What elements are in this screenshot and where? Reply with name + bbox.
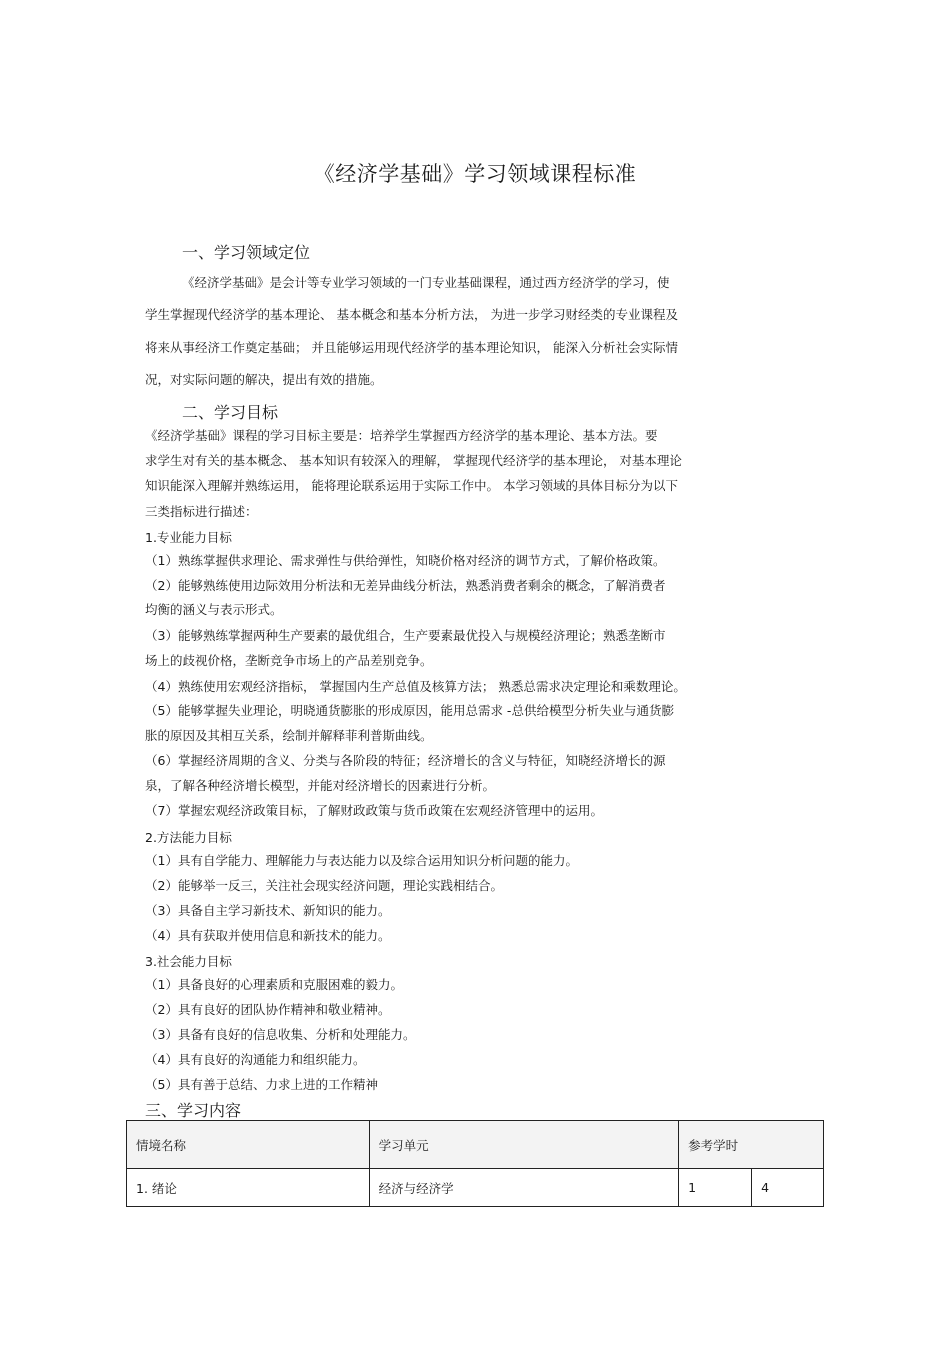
professional-goal-line: （1）熟练掌握供求理论、需求弹性与供给弹性，知晓价格对经济的调节方式，了解价格政策。 xyxy=(145,553,666,568)
social-goals-title: 3.社会能力目标 xyxy=(145,954,232,969)
professional-goal-line: （6）掌握经济周期的含义、分类与各阶段的特征；经济增长的含义与特征，知晓经济增长的源 xyxy=(145,753,666,768)
learning-content-table xyxy=(126,1120,824,1207)
section2-intro-line: 求学生对有关的基本概念、 基本知识有较深入的理解， 掌握现代经济学的基本理论， 对基本理论 xyxy=(145,453,682,468)
professional-goal-line: （2）能够熟练使用边际效用分析法和无差异曲线分析法，熟悉消费者剩余的概念，了解消费者 xyxy=(145,578,666,593)
professional-goal-line: （5）能够掌握失业理论，明晓通货膨胀的形成原因，能用总需求 -总供给模型分析失业与通货膨 xyxy=(145,703,674,718)
table-header-cell: 学习单元 xyxy=(369,1121,679,1169)
section1-line: 将来从事经济工作奠定基础； 并且能够运用现代经济学的基本理论知识， 能深入分析社会实际情 xyxy=(145,340,678,355)
section3-heading: 三、学习内容 xyxy=(145,1101,242,1120)
method-goal-line: （2）能够举一反三，关注社会现实经济问题，理论实践相结合。 xyxy=(145,878,503,893)
table-cell: 4 xyxy=(752,1169,824,1207)
social-goal-line: （2）具有良好的团队协作精神和敬业精神。 xyxy=(145,1002,391,1017)
table-cell: 1 xyxy=(679,1169,752,1207)
section1-line: 学生掌握现代经济学的基本理论、 基本概念和基本分析方法， 为进一步学习财经类的专业课程及 xyxy=(145,307,678,322)
professional-goal-line: （7）掌握宏观经济政策目标，了解财政政策与货币政策在宏观经济管理中的运用。 xyxy=(145,803,603,818)
professional-goal-line: （4）熟练使用宏观经济指标， 掌握国内生产总值及核算方法； 熟悉总需求决定理论和乘数理论。 xyxy=(145,679,686,694)
professional-goal-line: 场上的歧视价格，垄断竞争市场上的产品差别竞争。 xyxy=(145,653,433,668)
method-goal-line: （1）具有自学能力、理解能力与表达能力以及综合运用知识分析问题的能力。 xyxy=(145,853,578,868)
section2-intro-line: 知识能深入理解并熟练运用， 能将理论联系运用于实际工作中。 本学习领域的具体目标分为以下 xyxy=(145,478,678,493)
method-goal-line: （3）具备自主学习新技术、新知识的能力。 xyxy=(145,903,391,918)
section1-heading: 一、学习领域定位 xyxy=(182,243,311,262)
section2-intro-line: 三类指标进行描述： xyxy=(145,504,258,519)
method-goals-title: 2.方法能力目标 xyxy=(145,830,232,845)
social-goal-line: （4）具有良好的沟通能力和组织能力。 xyxy=(145,1052,366,1067)
document-title: 《经济学基础》学习领域课程标准 xyxy=(313,162,637,186)
table-row xyxy=(127,1169,824,1207)
professional-goal-line: 胀的原因及其相互关系，绘制并解释菲利普斯曲线。 xyxy=(145,728,433,743)
professional-goal-line: 泉，了解各种经济增长模型，并能对经济增长的因素进行分析。 xyxy=(145,778,496,793)
section2-heading: 二、学习目标 xyxy=(182,403,279,422)
section2-intro-line: 《经济学基础》课程的学习目标主要是：培养学生掌握西方经济学的基本理论、基本方法。要 xyxy=(145,428,658,443)
social-goal-line: （3）具备有良好的信息收集、分析和处理能力。 xyxy=(145,1027,416,1042)
table-cell: 经济与经济学 xyxy=(369,1169,679,1207)
social-goal-line: （5）具有善于总结、力求上进的工作精神 xyxy=(145,1077,378,1092)
table-header-row xyxy=(127,1121,824,1169)
section1-line: 《经济学基础》是会计等专业学习领域的一门专业基础课程，通过西方经济学的学习，使 xyxy=(182,275,670,290)
method-goal-line: （4）具有获取并使用信息和新技术的能力。 xyxy=(145,928,391,943)
social-goal-line: （1）具备良好的心理素质和克服困难的毅力。 xyxy=(145,977,403,992)
table-cell: 1. 绪论 xyxy=(127,1169,370,1207)
professional-goals-title: 1.专业能力目标 xyxy=(145,530,232,545)
professional-goal-line: 均衡的涵义与表示形式。 xyxy=(145,602,283,617)
table-header-cell: 参考学时 xyxy=(679,1121,824,1169)
table-header-cell: 情境名称 xyxy=(127,1121,370,1169)
professional-goal-line: （3）能够熟练掌握两种生产要素的最优组合，生产要素最优投入与规模经济理论；熟悉垄断市 xyxy=(145,628,666,643)
section1-line: 况，对实际问题的解决，提出有效的措施。 xyxy=(145,372,383,387)
